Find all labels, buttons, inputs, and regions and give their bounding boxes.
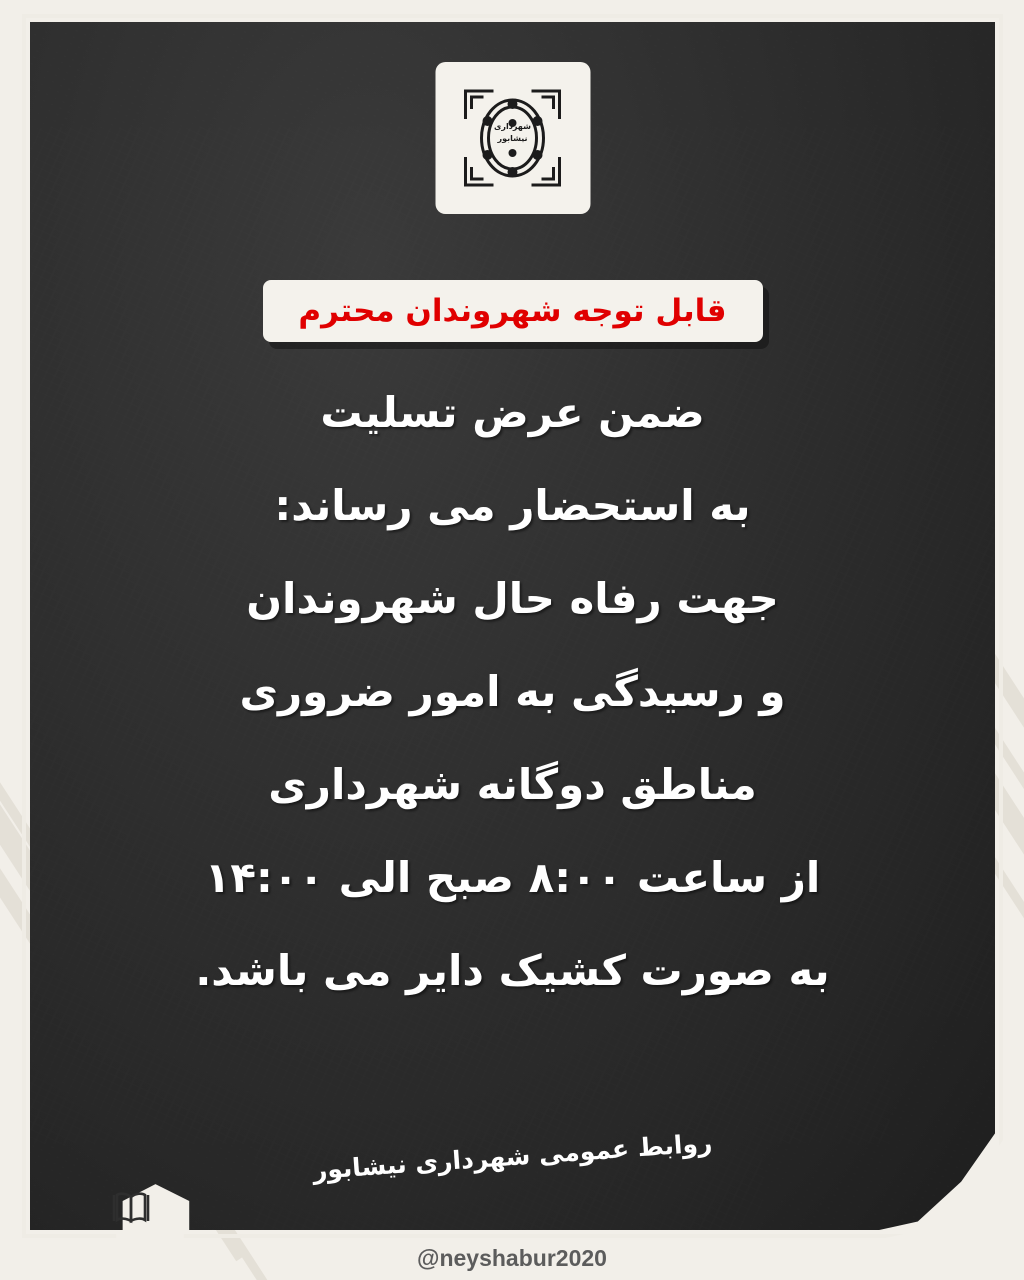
body-line: مناطق دوگانه شهرداری <box>268 760 757 809</box>
body-line: به صورت کشیک دایر می باشد. <box>195 946 830 995</box>
logo-label-line1: شهرداری <box>494 122 531 131</box>
body-line: جهت رفاه حال شهروندان <box>246 574 779 623</box>
signature-text: روابط عمومی شهرداری نیشابور <box>311 1128 714 1185</box>
body-line: از ساعت ۸:۰۰ صبح الی ۱۴:۰۰ <box>204 853 821 902</box>
headline-ribbon <box>263 280 763 342</box>
announcement-panel <box>30 22 995 1230</box>
body-line: ضمن عرض تسلیت <box>320 388 705 437</box>
body-line: به استحضار می رساند: <box>274 481 751 530</box>
open-book-icon <box>108 1185 154 1231</box>
logo-label-line2: نیشابور <box>497 134 528 143</box>
headline-text: قابل توجه شهروندان محترم <box>298 292 727 329</box>
body-line: و رسیدگی به امور ضروری <box>239 667 786 716</box>
social-handle: @neyshabur2020 <box>417 1245 607 1271</box>
municipality-logo <box>435 62 590 214</box>
announcement-body <box>30 388 995 1043</box>
